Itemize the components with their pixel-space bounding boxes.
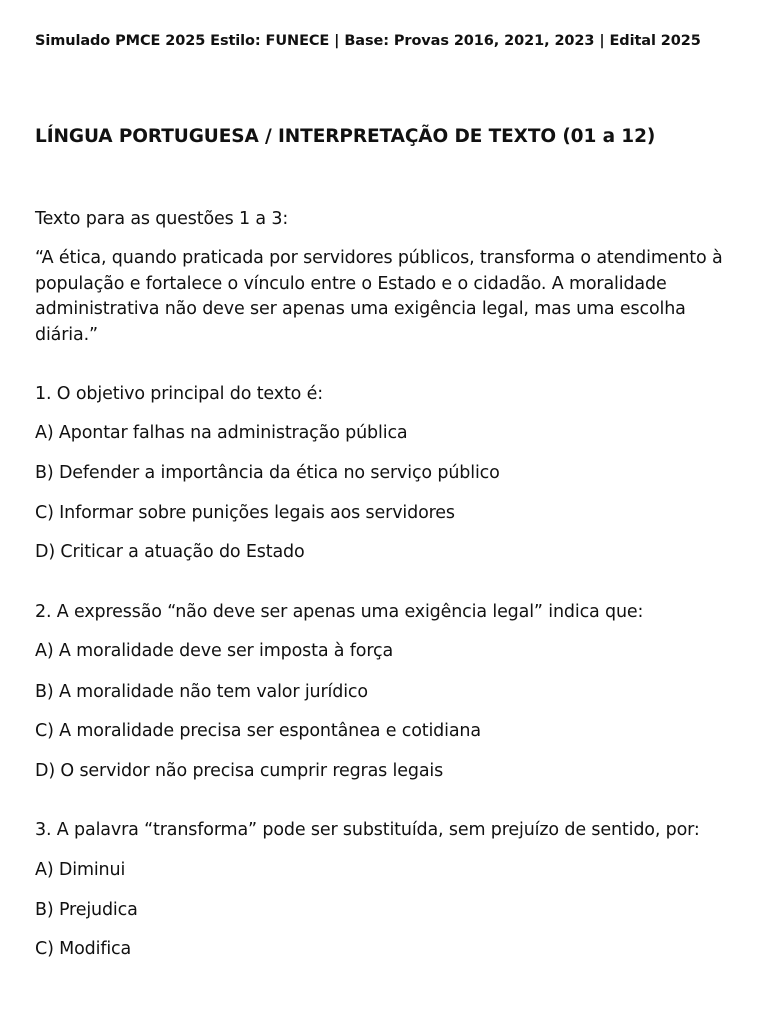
question-2-option-b: B) A moralidade não tem valor jurídico <box>35 682 368 702</box>
question-1-option-c: C) Informar sobre punições legais aos servidores <box>35 503 455 523</box>
passage-line: população e fortalece o vínculo entre o Estado e o cidadão. A moralidade <box>35 273 667 294</box>
passage-intro: Texto para as questões 1 a 3: <box>35 209 289 229</box>
question-3-prompt: 3. A palavra “transforma” pode ser substituída, sem prejuízo de sentido, por: <box>35 820 700 840</box>
question-2-option-c: C) A moralidade precisa ser espontânea e cotidiana <box>35 721 481 741</box>
question-2-option-d: D) O servidor não precisa cumprir regras legais <box>35 761 444 781</box>
question-1-option-b: B) Defender a importância da ética no serviço público <box>35 463 500 483</box>
section-title: LÍNGUA PORTUGUESA / INTERPRETAÇÃO DE TEXTO (01 a 12) <box>35 126 656 147</box>
question-2-option-a: A) A moralidade deve ser imposta à força <box>35 641 394 661</box>
question-3-option-a: A) Diminui <box>35 860 126 880</box>
question-1-option-d: D) Criticar a atuação do Estado <box>35 542 305 562</box>
passage-line: diária.” <box>35 324 98 345</box>
passage-text <box>35 246 735 348</box>
question-1-prompt: 1. O objetivo principal do texto é: <box>35 384 323 404</box>
question-1-option-a: A) Apontar falhas na administração pública <box>35 423 408 443</box>
question-3-option-b: B) Prejudica <box>35 900 138 920</box>
question-2-prompt: 2. A expressão “não deve ser apenas uma exigência legal” indica que: <box>35 602 644 622</box>
document-header: Simulado PMCE 2025 Estilo: FUNECE | Base: Provas 2016, 2021, 2023 | Edital 2025 <box>35 33 701 49</box>
question-3-option-c: C) Modifica <box>35 939 132 959</box>
passage-line: “A ética, quando praticada por servidores públicos, transforma o atendimento à <box>35 248 723 268</box>
passage-line: administrativa não deve ser apenas uma exigência legal, mas uma escolha <box>35 299 686 319</box>
